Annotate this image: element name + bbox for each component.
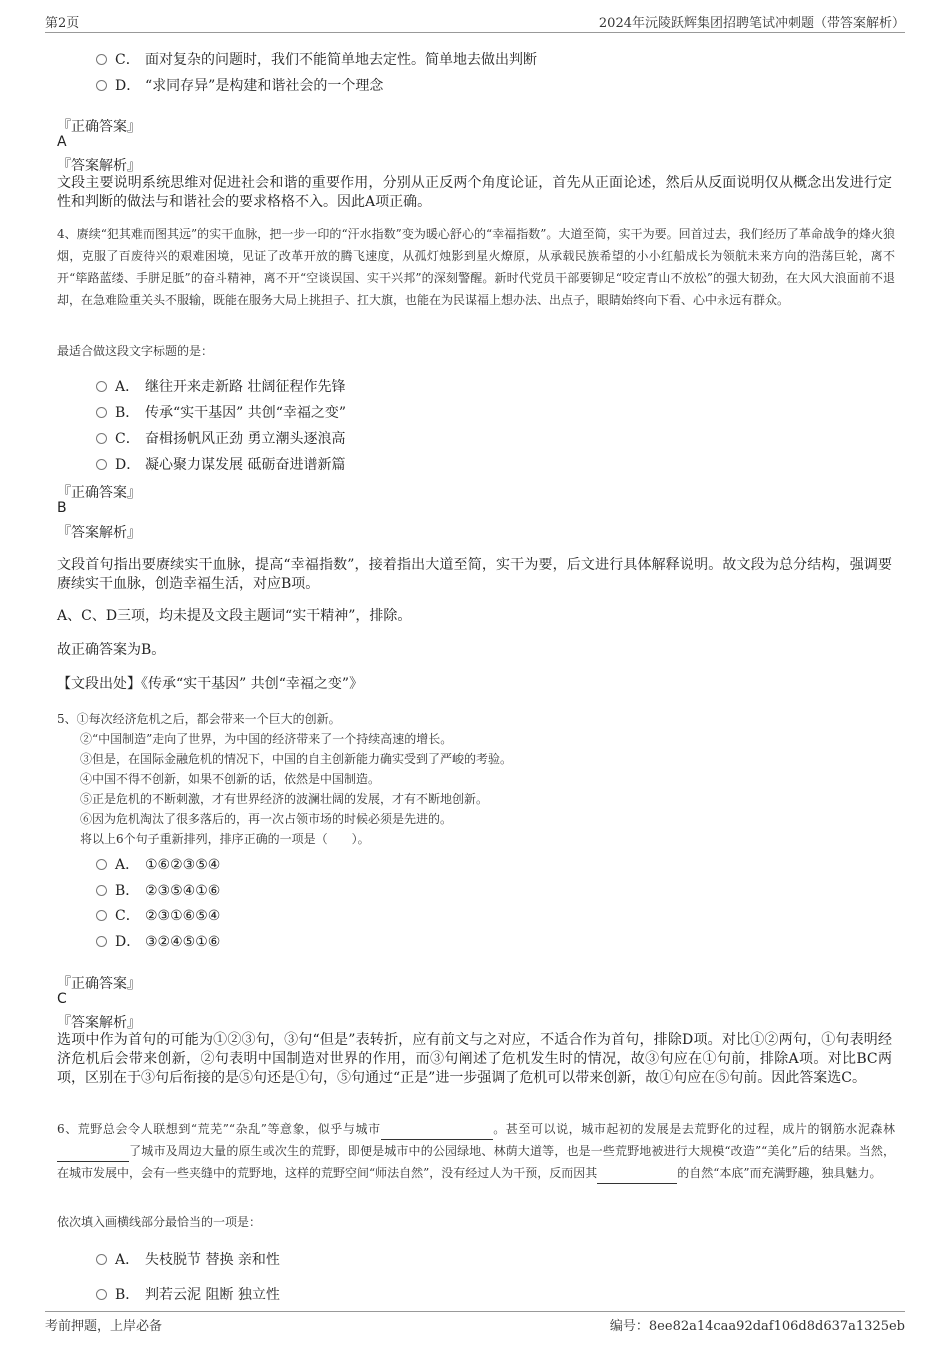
radio-icon[interactable]	[96, 381, 107, 392]
q3-option-c[interactable]: C． 面对复杂的问题时，我们不能简单地去定性。简单地去做出判断	[96, 49, 537, 69]
q5-option-a[interactable]: A． ①⑥②③⑤④	[96, 854, 220, 874]
q3-answer: A	[57, 134, 67, 150]
radio-icon[interactable]	[96, 407, 107, 418]
q5-analysis: 选项中作为首句的可能为①②③句，③句“但是”表转折，应有前文与之对应，不适合作为首句，排除D项。对比①②两句，①句表明经济危机后会带来创新，②句表明中国制造对世界的作用，而③句阐述了危机发生时的情况，故③句应在①句前，排除A项。对比BC两项，区别在于③句后衔接的是⑤句还是①句，⑤句通过“正是”进一步强调了危机可以带来创新，故①句应在⑤句前。因此答案选C。	[57, 1032, 892, 1086]
q6-option-b[interactable]: B． 判若云泥 阻断 独立性	[96, 1284, 280, 1304]
q5-answer: C	[57, 991, 67, 1007]
document-title: 2024年沅陵跃辉集团招聘笔试冲刺题（带答案解析）	[598, 16, 905, 31]
q5-line-4: ④中国不得不创新，如果不创新的话，依然是中国制造。	[80, 772, 381, 786]
document-id: 编号：8ee82a14caa92daf106d8d637a1325eb	[609, 1319, 905, 1334]
q3-analysis-label: 『答案解析』	[57, 158, 141, 174]
q5-line-2: ②“中国制造”走向了世界，为中国的经济带来了一个持续高速的增长。	[80, 732, 453, 746]
radio-icon[interactable]	[96, 859, 107, 870]
q4-answer: B	[57, 500, 67, 516]
q4-analysis-2: A、C、D三项，均未提及文段主题词“实干精神”，排除。	[57, 608, 412, 624]
q4-analysis-1: 文段首句指出要赓续实干血脉，提高“幸福指数”，接着指出大道至简，实干为要，后文进行具体解释说明。故文段为总分结构，强调要赓续实干血脉，创造幸福生活，对应B项。	[57, 557, 892, 592]
q5-option-d[interactable]: D． ③②④⑤①⑥	[96, 931, 220, 951]
radio-icon[interactable]	[96, 433, 107, 444]
q5-analysis-label: 『答案解析』	[57, 1015, 141, 1031]
q4-option-b[interactable]: B． 传承“实干基因” 共创“幸福之变”	[96, 402, 346, 422]
q4-prompt: 最适合做这段文字标题的是：	[57, 344, 214, 358]
q4-analysis-label: 『答案解析』	[57, 525, 141, 541]
q6-blank-2	[57, 1161, 129, 1162]
radio-icon[interactable]	[96, 1289, 107, 1300]
q5-answer-label: 『正确答案』	[57, 976, 141, 992]
q5-line-1: 5、①每次经济危机之后，都会带来一个巨大的创新。	[57, 712, 341, 726]
q5-line-6: ⑥因为危机淘汰了很多落后的，再一次占领市场的时候必须是先进的。	[80, 812, 453, 826]
radio-icon[interactable]	[96, 54, 107, 65]
q6-question-text: 6、荒野总会令人联想到“荒芜”“杂乱”等意象，似乎与城市 。甚至可以说，城市起初的发展是去荒野化的过程，成片的钢筋水泥森林了城市及周边大量的原生或次生的荒野，即便是城市中的公园绿地、林荫大道等，也是一些荒野地被进行大规模“改造”“美化”后的结果。当然，在城市发展中，会有一些夹缝中的荒野地，这样的荒野空间“师法自然”，没有经过人为干预，反而因其 的自然“本底”而充满野趣，独具魅力。	[57, 1118, 895, 1184]
q5-line-7: 将以上6个句子重新排列，排序正确的一项是（ ）。	[80, 832, 370, 846]
q5-line-5: ⑤正是危机的不断刺激，才有世界经济的波澜壮阔的发展，才有不断地创新。	[80, 792, 489, 806]
radio-icon[interactable]	[96, 910, 107, 921]
footer-slogan: 考前押题，上岸必备	[45, 1319, 163, 1334]
q4-question-text: 4、赓续“犯其难而图其远”的实干血脉，把一步一印的“汗水指数”变为暖心舒心的“幸福指数”。大道至简，实干为要。回首过去，我们经历了革命战争的烽火狼烟，克服了百废待兴的艰难困境，见证了改革开放的腾飞速度，从孤灯烛影到星火燎原，从承载民族希望的小小红船成长为领航未来方向的浩荡巨轮，离不开“筚路蓝缕、手胼足胝”的奋斗精神，离不开“空谈误国、实干兴邦”的深刻警醒。新时代党员干部要铆足“咬定青山不放松”的强大韧劲，在大风大浪面前不退却，在急难险重关头不服输，既能在服务大局上挑担子、扛大旗，也能在为民谋福上想办法、出点子，眼睛始终向下看、心中永远有群众。	[57, 227, 895, 307]
q6-blank-1	[381, 1139, 493, 1140]
q3-analysis: 文段主要说明系统思维对促进社会和谐的重要作用，分别从正反两个角度论证，首先从正面论述，然后从反面说明仅从概念出发进行定性和判断的做法与和谐社会的要求格格不入。因此A项正确。	[57, 175, 892, 210]
q5-option-c[interactable]: C． ②③①⑥⑤④	[96, 905, 220, 925]
q5-line-3: ③但是，在国际金融危机的情况下，中国的自主创新能力确实受到了严峻的考验。	[80, 752, 513, 766]
q4-analysis-3: 故正确答案为B。	[57, 642, 166, 658]
q4-answer-label: 『正确答案』	[57, 485, 141, 501]
page-header	[45, 10, 905, 33]
q3-option-d[interactable]: D． “求同存异”是构建和谐社会的一个理念	[96, 75, 383, 95]
radio-icon[interactable]	[96, 80, 107, 91]
page-footer	[45, 1311, 905, 1334]
q6-blank-3	[597, 1183, 677, 1184]
q3-answer-label: 『正确答案』	[57, 119, 141, 135]
q6-prompt: 依次填入画横线部分最恰当的一项是：	[57, 1215, 262, 1229]
q6-option-a[interactable]: A． 失枝脱节 替换 亲和性	[96, 1249, 280, 1269]
page-number: 第2页	[45, 16, 80, 31]
radio-icon[interactable]	[96, 885, 107, 896]
q5-option-b[interactable]: B． ②③⑤④①⑥	[96, 880, 220, 900]
radio-icon[interactable]	[96, 1254, 107, 1265]
q4-option-d[interactable]: D． 凝心聚力谋发展 砥砺奋进谱新篇	[96, 454, 345, 474]
q4-option-c[interactable]: C． 奋楫扬帆风正劲 勇立潮头逐浪高	[96, 428, 345, 448]
radio-icon[interactable]	[96, 936, 107, 947]
radio-icon[interactable]	[96, 459, 107, 470]
q4-option-a[interactable]: A． 继往开来走新路 壮阔征程作先锋	[96, 376, 345, 396]
q4-source: 【文段出处】《传承“实干基因” 共创“幸福之变”》	[57, 676, 364, 692]
